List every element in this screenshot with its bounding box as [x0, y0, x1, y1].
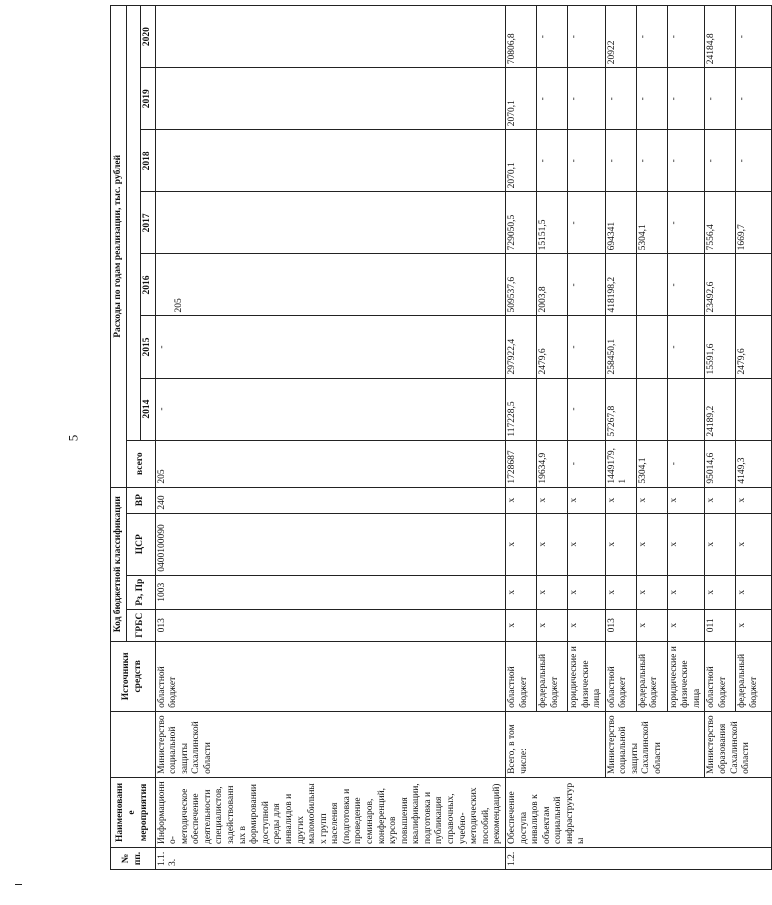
row-csr: х: [636, 513, 667, 575]
row-2020: -: [536, 6, 567, 68]
row-2014: 57267,8: [605, 378, 636, 440]
row-2015: [636, 316, 667, 378]
header-years-band: [127, 6, 141, 441]
row-grbs: х: [736, 609, 772, 641]
row-2020: 20922: [605, 6, 636, 68]
row-vr: х: [536, 487, 567, 513]
row-2018: -: [705, 130, 736, 192]
table-header: [111, 6, 156, 870]
row-grbs: х: [567, 609, 605, 641]
row-grbs: х: [505, 609, 536, 641]
header-rzpr: Рз, Пр: [127, 575, 156, 609]
header-year-2015: 2015: [141, 316, 156, 378]
row-2018: -: [536, 130, 567, 192]
row-2016: 2003,8: [536, 254, 567, 316]
row-2019: -: [605, 68, 636, 130]
row-rzpr: х: [567, 575, 605, 609]
row-source: областной бюджет: [705, 641, 736, 711]
row-grbs: 013: [155, 609, 505, 641]
row-2018: -: [736, 130, 772, 192]
row-vr: х: [667, 487, 705, 513]
row-2014: 24189,2: [705, 378, 736, 440]
row-rzpr: х: [736, 575, 772, 609]
row-2014: [736, 378, 772, 440]
row-vr: х: [705, 487, 736, 513]
row-2017: 1669,7: [736, 192, 772, 254]
row-source: федеральный бюджет: [636, 641, 667, 711]
table-row: [605, 6, 636, 870]
row-grbs: х: [536, 609, 567, 641]
row-2015: 2479,6: [736, 316, 772, 378]
row-rzpr: х: [636, 575, 667, 609]
header-vr: ВР: [127, 487, 156, 513]
row-2014: [536, 378, 567, 440]
row-2019: -: [536, 68, 567, 130]
row-vr: х: [605, 487, 636, 513]
row-2020: -: [567, 6, 605, 68]
row-2018: -: [667, 130, 705, 192]
row-2018: [155, 130, 505, 192]
row-2015: -: [567, 316, 605, 378]
row-rzpr: х: [605, 575, 636, 609]
row-2017: 15151,5: [536, 192, 567, 254]
row-source: федеральный бюджет: [536, 641, 567, 711]
row-2020: 70806,8: [505, 6, 536, 68]
row-2016: 509537,6: [505, 254, 536, 316]
row-2015: 258450,1: [605, 316, 636, 378]
expenses-table: [110, 5, 772, 870]
table-row: [505, 6, 536, 870]
table-row: [705, 6, 736, 870]
row-csr: х: [705, 513, 736, 575]
row-2020: 24184,8: [705, 6, 736, 68]
corner-mark: [15, 884, 22, 885]
header-grbs: ГРБС: [127, 609, 156, 641]
row-2019: 2070,1: [505, 68, 536, 130]
row-rzpr: х: [667, 575, 705, 609]
row-2019: -: [667, 68, 705, 130]
row-2018: -: [605, 130, 636, 192]
row-vr: х: [636, 487, 667, 513]
row-total: 1449179,1: [605, 440, 636, 487]
row-total-label: Всего, в том числе:: [505, 711, 605, 777]
row-vr: х: [505, 487, 536, 513]
row-2015: -: [155, 316, 505, 378]
row-grbs: 013: [605, 609, 636, 641]
row-total: 95014,6: [705, 440, 736, 487]
row-grbs: х: [667, 609, 705, 641]
header-num: № пп.: [111, 847, 156, 869]
row-2018: 2070,1: [505, 130, 536, 192]
row-2016: -: [667, 254, 705, 316]
table-row: [155, 6, 505, 870]
row-grbs: х: [636, 609, 667, 641]
row-2017: -: [567, 192, 605, 254]
row-name: Обеспечение доступа инвалидов к объектам социальной инфраструктуры: [505, 777, 771, 847]
row-2019: -: [567, 68, 605, 130]
row-total: -: [667, 440, 705, 487]
row-2019: -: [736, 68, 772, 130]
row-csr: х: [505, 513, 536, 575]
row-source: юридические и физические лица: [667, 641, 705, 711]
header-expenses-group: Расходы по годам реализации, тыс. рублей: [111, 6, 127, 488]
row-2014: -: [567, 378, 605, 440]
row-csr: х: [536, 513, 567, 575]
row-2014: [667, 378, 705, 440]
row-2019: -: [636, 68, 667, 130]
row-2015: 2479,6: [536, 316, 567, 378]
row-2017: 5304,1: [636, 192, 667, 254]
header-year-2019: 2019: [141, 68, 156, 130]
row-2015: 297922,4: [505, 316, 536, 378]
header-name: Наименование мероприятия: [111, 777, 156, 847]
row-2017: 729050,5: [505, 192, 536, 254]
row-total: 4149,3: [736, 440, 772, 487]
row-2016: -: [567, 254, 605, 316]
row-2019: -: [705, 68, 736, 130]
row-vr: х: [567, 487, 605, 513]
row-csr: х: [567, 513, 605, 575]
row-2018: -: [567, 130, 605, 192]
row-2016: [736, 254, 772, 316]
row-total: 19634,9: [536, 440, 567, 487]
row-csr: 0400100090: [155, 513, 505, 575]
row-num: 1.2.: [505, 847, 771, 869]
row-rzpr: 1003: [155, 575, 505, 609]
row-source: юридические и физические лица: [567, 641, 605, 711]
row-rzpr: х: [505, 575, 536, 609]
header-sources: Источники средств: [111, 641, 156, 711]
row-2020: -: [667, 6, 705, 68]
row-total: 1728687: [505, 440, 536, 487]
row-responsible: Министерство социальной защиты Сахалинской области: [155, 711, 505, 777]
row-source: областной бюджет: [605, 641, 636, 711]
row-ministry-edu: Министерство образования Сахалинской области: [705, 711, 772, 777]
row-vr: 240: [155, 487, 505, 513]
row-source: областной бюджет: [505, 641, 536, 711]
row-csr: х: [667, 513, 705, 575]
row-2020: -: [636, 6, 667, 68]
row-csr: х: [605, 513, 636, 575]
row-2017: 694341: [605, 192, 636, 254]
page-number: 5: [65, 434, 81, 442]
row-2016: 205: [155, 254, 505, 316]
header-responsible: [111, 711, 156, 777]
row-total: -: [567, 440, 605, 487]
row-total: 5304,1: [636, 440, 667, 487]
row-2020: -: [736, 6, 772, 68]
header-total: всего: [127, 440, 156, 487]
header-bcc-group: Код бюджетной классификации: [111, 487, 127, 641]
row-csr: х: [736, 513, 772, 575]
row-vr: х: [736, 487, 772, 513]
row-2019: [155, 68, 505, 130]
row-name: Информационно-методическое обеспечение деятельности специалистов, задействованных в формировании доступной среды для инвалидов и других маломобильных групп населения (подготовка и проведение семинаров, конференций, курсов повышения квалификации, подготовка и публикация справочных, учебно-методических пособий, рекомендаций): [155, 777, 505, 847]
header-year-2016: 2016: [141, 254, 156, 316]
row-2016: 23492,6: [705, 254, 736, 316]
row-2017: -: [667, 192, 705, 254]
header-year-2018: 2018: [141, 130, 156, 192]
header-csr: ЦСР: [127, 513, 156, 575]
header-year-2017: 2017: [141, 192, 156, 254]
row-2016: [636, 254, 667, 316]
row-2014: [636, 378, 667, 440]
row-num: 1.1.3.: [155, 847, 505, 869]
rotated-table-page: [110, 5, 759, 870]
row-rzpr: х: [705, 575, 736, 609]
header-year-2020: 2020: [141, 6, 156, 68]
row-source: федеральный бюджет: [736, 641, 772, 711]
row-2014: 117228,5: [505, 378, 536, 440]
row-2017: [155, 192, 505, 254]
row-ministry-social: Министерство социальной защиты Сахалинской области: [605, 711, 705, 777]
row-2015: -: [667, 316, 705, 378]
row-grbs: 011: [705, 609, 736, 641]
row-source: областной бюджет: [155, 641, 505, 711]
row-2018: -: [636, 130, 667, 192]
row-total: 205: [155, 440, 505, 487]
row-rzpr: х: [536, 575, 567, 609]
header-year-2014: 2014: [141, 378, 156, 440]
row-2017: 7556,4: [705, 192, 736, 254]
row-2014: -: [155, 378, 505, 440]
row-2015: 15591,6: [705, 316, 736, 378]
row-2016: 418198,2: [605, 254, 636, 316]
table-body: [155, 6, 772, 870]
row-2020: [155, 6, 505, 68]
